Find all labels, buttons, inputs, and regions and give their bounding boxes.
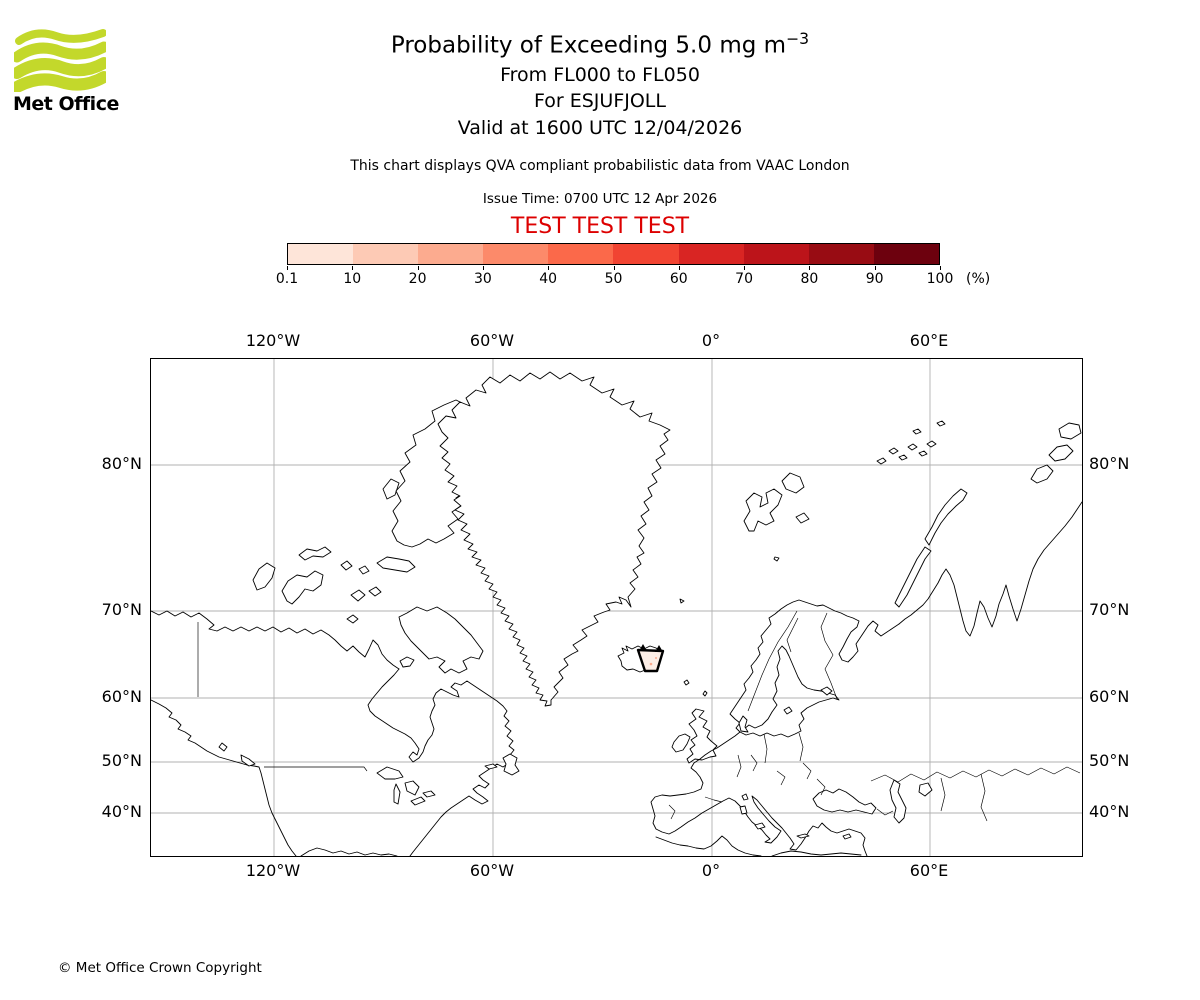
svalbard-main	[744, 489, 782, 531]
x-tick-bottom-120w: 120°W	[245, 861, 301, 880]
arctic-coast	[151, 611, 399, 669]
colorbar-tick-label: 100	[926, 271, 954, 287]
portugal-spain-border	[669, 805, 675, 819]
iceland-group	[618, 599, 684, 672]
lake-michigan	[394, 784, 400, 804]
kazakhstan-border-south2	[981, 774, 987, 821]
fjl-islet7	[937, 421, 945, 426]
x-tick-top-60w: 60°W	[469, 331, 515, 350]
colorbar-tickmark	[940, 266, 941, 270]
banks-island	[253, 563, 275, 590]
met-office-wordmark: Met Office	[13, 93, 119, 115]
novaya-zemlya-north	[925, 489, 967, 545]
test-banner: TEST TEST TEST	[510, 214, 690, 239]
colorbar-tick-label: 10	[343, 271, 362, 287]
edgeoya	[796, 513, 809, 523]
qva-note: This chart displays QVA compliant probabilistic data from VAAC London	[350, 158, 850, 174]
colorbar-tickmark	[483, 266, 484, 270]
colorbar-tick-label: 80	[800, 271, 819, 287]
colorbar-tick-label: 30	[473, 271, 492, 287]
pyrenees-border	[705, 797, 722, 802]
somerset-island	[369, 587, 381, 596]
ash-dot	[655, 657, 657, 659]
y-tick-left-60n: 60°N	[101, 687, 142, 706]
colorbar-segment-7	[744, 244, 809, 264]
shetland	[703, 691, 707, 696]
prince-of-wales-island	[351, 590, 365, 601]
newfoundland	[503, 754, 519, 775]
colorbar-tickmark	[679, 266, 680, 270]
colorbar-tickmark	[744, 266, 745, 270]
y-tick-right-60n: 60°N	[1089, 687, 1130, 706]
fjl-islet2	[889, 448, 898, 454]
lake-ontario	[423, 791, 435, 797]
jan-mayen	[680, 599, 684, 603]
crete	[797, 834, 809, 838]
scandinavia-kola-coast	[730, 600, 899, 732]
colorbar-tickmark	[352, 266, 353, 270]
kazakhstan-border-south1	[941, 778, 945, 811]
x-tick-bottom-0: 0°	[701, 861, 721, 880]
y-tick-right-40n: 40°N	[1089, 802, 1130, 821]
svalbard-fjl	[744, 421, 945, 561]
issue-time: Issue Time: 0700 UTC 12 Apr 2026	[482, 191, 718, 207]
y-tick-left-80n: 80°N	[101, 454, 142, 473]
colorbar-tickmark	[614, 266, 615, 270]
great-britain	[687, 709, 717, 763]
y-tick-right-50n: 50°N	[1089, 751, 1130, 770]
russia-kazakhstan-border	[871, 767, 1080, 782]
caucasus-border	[877, 809, 893, 815]
novaya-zemlya-south	[895, 547, 931, 607]
colorbar-segment-3	[483, 244, 548, 264]
y-tick-right-80n: 80°N	[1089, 454, 1130, 473]
colorbar-segment-4	[548, 244, 613, 264]
colorbar-tick-label: 70	[735, 271, 753, 287]
colorbar-segment-8	[809, 244, 874, 264]
melville-island	[299, 547, 331, 560]
fjl-islet6	[927, 441, 936, 447]
colorbar-segment-6	[679, 244, 744, 264]
axel-heiberg-island	[383, 479, 399, 499]
corsica	[742, 794, 748, 800]
colorbar-tick-label: 50	[604, 271, 623, 287]
baltic-region	[739, 646, 839, 737]
page-title	[0, 29, 1200, 59]
us-canada-border	[264, 767, 367, 771]
x-tick-bottom-60e: 60°E	[909, 861, 949, 880]
ash-dot	[650, 663, 653, 666]
ireland	[672, 734, 690, 752]
germany-poland-border	[764, 734, 767, 763]
lake-huron	[405, 781, 419, 795]
poland-ukraine-border	[799, 733, 803, 761]
x-tick-bottom-60w: 60°W	[469, 861, 515, 880]
colorbar-unit-label: (%)	[966, 271, 991, 287]
russia-arctic-coast	[899, 502, 1082, 636]
colorbar-tick-label: 20	[408, 271, 427, 287]
map-canvas	[151, 359, 1082, 856]
colorbar-tick-label: 90	[865, 271, 884, 287]
copyright-notice: © Met Office Crown Copyright	[58, 960, 262, 976]
caspian-sea	[890, 780, 906, 823]
colorbar-tick-label: 0.1	[275, 271, 299, 287]
victoria-island	[282, 571, 323, 604]
colorbar-tickmark	[418, 266, 419, 270]
southampton-island	[400, 657, 414, 667]
map-frame	[150, 358, 1083, 857]
central-europe-border2	[777, 771, 785, 785]
jutland	[739, 716, 748, 732]
colorbar-segment-2	[418, 244, 483, 264]
king-william-island	[347, 615, 358, 623]
central-europe-border1	[751, 755, 757, 771]
x-tick-top-120w: 120°W	[245, 331, 301, 350]
faroe-islands	[684, 680, 689, 685]
devon-island	[377, 557, 415, 572]
north-africa-coast	[656, 836, 761, 856]
colorbar-segment-9	[874, 244, 939, 264]
country-borders	[669, 611, 1080, 821]
y-tick-left-40n: 40°N	[101, 802, 142, 821]
valid-time-line: Valid at 1600 UTC 12/04/2026	[457, 117, 743, 139]
y-tick-right-70n: 70°N	[1089, 600, 1130, 619]
fjl-islet4	[908, 444, 917, 450]
colorbar-segment-5	[613, 244, 678, 264]
gulf-coast	[301, 848, 397, 856]
title-exponent: −3	[786, 29, 810, 48]
british-isles	[672, 680, 717, 763]
colorbar-tick-label: 60	[669, 271, 688, 287]
france-germany-border	[737, 755, 741, 777]
svalbard-northeast	[782, 473, 804, 493]
colorbar-tickmark	[287, 266, 288, 270]
east-med-coast	[772, 851, 861, 856]
cornwallis-island	[359, 566, 369, 574]
y-tick-left-70n: 70°N	[101, 600, 142, 619]
gotland	[784, 707, 792, 714]
colorbar-segment-0	[288, 244, 353, 264]
fjl-islet3	[899, 455, 907, 460]
bathurst-island	[341, 561, 352, 570]
y-tick-left-50n: 50°N	[101, 751, 142, 770]
lake-erie	[411, 797, 425, 805]
sicily	[755, 823, 765, 829]
severnaya-zemlya3	[1059, 423, 1081, 439]
colorbar-tick-label: 40	[539, 271, 558, 287]
probability-colorbar	[287, 243, 940, 265]
colorbar-tickmark	[809, 266, 810, 270]
x-tick-top-0: 0°	[701, 331, 721, 350]
bear-island	[774, 557, 779, 561]
fjl-islet8	[913, 429, 921, 434]
severnaya-zemlya2	[1049, 445, 1073, 461]
volcano-line: For ESJUFJOLL	[534, 90, 666, 112]
haida-gwaii	[219, 743, 227, 751]
colorbar-segment-1	[353, 244, 418, 264]
colorbar-tickmark	[875, 266, 876, 270]
cyprus	[843, 834, 851, 839]
east-europe-border1	[803, 763, 811, 779]
colorbar-tickmark	[548, 266, 549, 270]
fjl-islet5	[919, 451, 927, 456]
x-tick-top-60e: 60°E	[909, 331, 949, 350]
sweden-finland-border	[787, 618, 798, 652]
severnaya-zemlya1	[1031, 465, 1053, 483]
title-text: Probability of Exceeding 5.0 mg m	[390, 32, 787, 59]
finland-russia-border	[821, 613, 837, 699]
lake-superior	[377, 767, 403, 779]
fjl-islet1	[877, 458, 886, 464]
flight-levels-line: From FL000 to FL050	[500, 64, 700, 86]
